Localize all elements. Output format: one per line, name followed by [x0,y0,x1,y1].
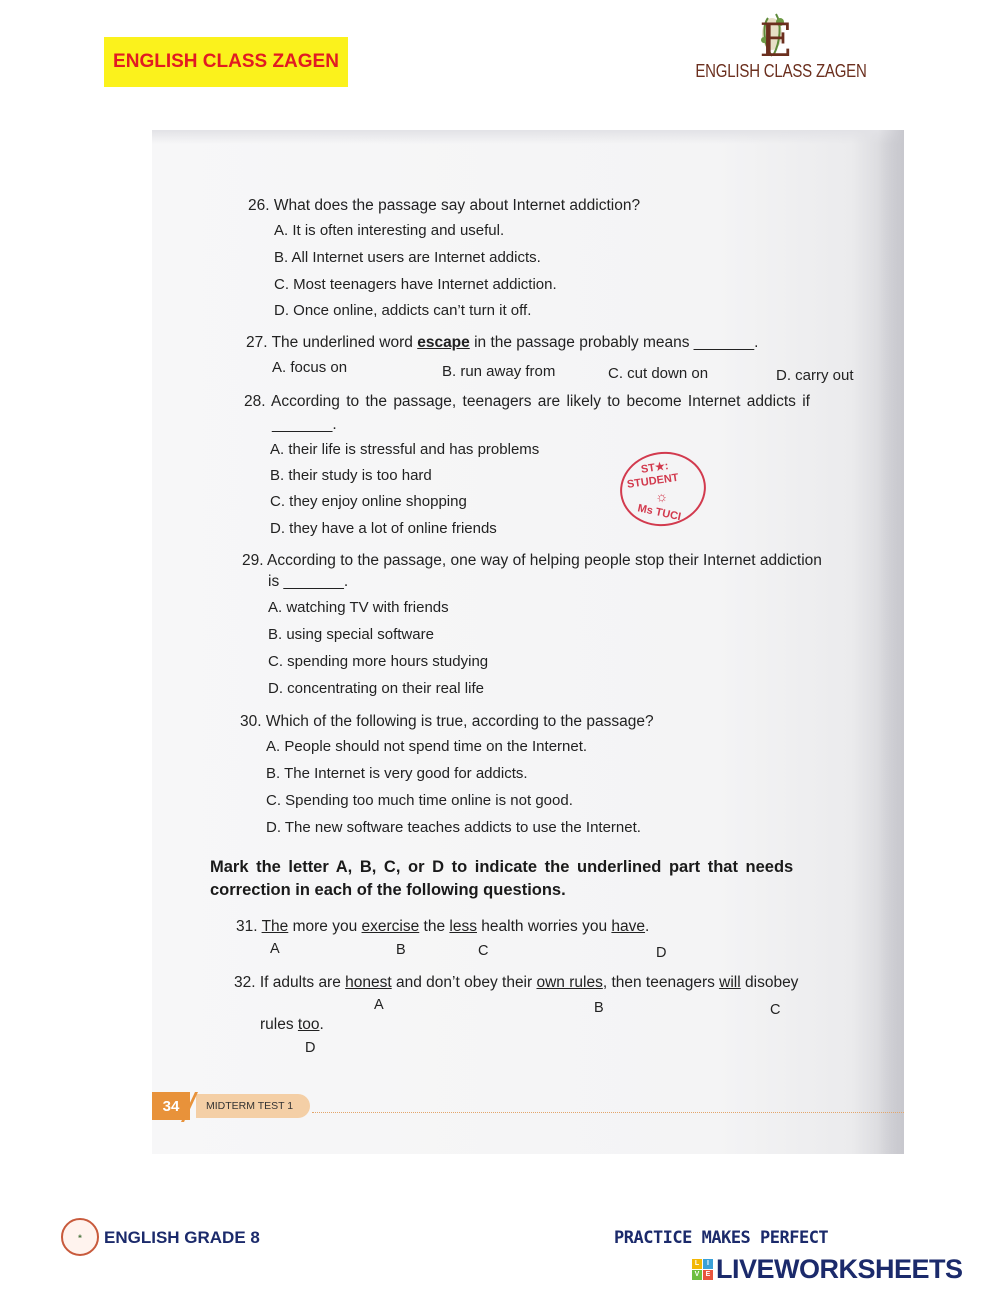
q30-option-b: B. The Internet is very good for addicts. [266,765,528,782]
q28-option-d: D. they have a lot of online friends [270,520,497,537]
q27-option-c: C. cut down on [608,365,709,382]
q32-part-d[interactable]: too [297,1016,320,1033]
worksheet-page [152,130,904,1154]
q27-text-pre: 27. The underlined word [246,334,418,351]
bulb-icon: ☼ [653,487,669,506]
q27-option-a: A. focus on [272,359,348,376]
q32-label-d: D [305,1040,316,1056]
header-badge: ENGLISH CLASS ZAGEN [104,37,348,87]
q31-part-a[interactable]: The [261,918,289,935]
lw-icon-v: V [692,1270,702,1280]
question-29-blank: is _______. [268,573,349,590]
question-28-blank: _______. [272,416,337,433]
question-30: 30. Which of the following is true, according to the passage? [240,713,654,730]
lw-icon-i: I [703,1259,713,1269]
school-logo-icon: ❀ [61,1218,99,1256]
instruction-line-2: correction in each of the following questions. [210,881,566,899]
logo-text: ENGLISH CLASS ZAGEN [695,60,867,83]
q32-part-a[interactable]: honest [345,974,392,991]
instruction-line-1: Mark the letter A, B, C, or D to indicate the underlined part that needs [210,858,794,876]
q32-label-a: A [374,997,384,1013]
q27-option-b: B. run away from [442,363,556,380]
q31-part-c[interactable]: less [449,918,477,935]
footer-slogan: PRACTICE MAKES PERFECT [614,1228,829,1248]
q28-option-a: A. their life is stressful and has problems [270,441,540,458]
page-number: 34 [152,1092,190,1120]
q32-part-b[interactable]: own rules [536,974,603,991]
question-32: 32. If adults are honest and don’t obey their own rules, then teenagers will disobey [234,974,799,991]
q31-label-c: C [478,943,489,959]
q29-option-a: A. watching TV with friends [268,599,449,616]
lw-icon-l: L [692,1259,702,1269]
question-28: 28. According to the passage, teenagers are likely to become Internet addicts if [244,393,810,410]
q30-option-d: D. The new software teaches addicts to use the Internet. [266,819,641,836]
q31-part-d[interactable]: have [611,918,646,935]
liveworksheets-icon [692,1259,713,1280]
q27-underlined-word: escape [417,334,470,351]
question-29: 29. According to the passage, one way of helping people stop their Internet addiction [242,552,822,569]
student-stamp: ST★: STUDENT ☼ Ms TUCI [615,446,710,531]
q29-option-d: D. concentrating on their real life [268,680,484,697]
q27-text-post: in the passage probably means _______. [469,334,759,351]
q30-option-a: A. People should not spend time on the Internet. [266,738,588,755]
question-26: 26. What does the passage say about Internet addiction? [248,197,641,214]
q31-label-a: A [270,941,280,957]
dotted-divider [312,1112,904,1113]
q28-option-c: C. they enjoy online shopping [270,493,467,510]
svg-text:E: E [759,13,793,66]
logo-e-icon [692,6,870,66]
footer-grade: ENGLISH GRADE 8 [104,1228,260,1247]
q26-option-c: C. Most teenagers have Internet addiction. [274,276,557,293]
liveworksheets-brand[interactable] [692,1254,963,1284]
q27-option-d: D. carry out [776,367,854,384]
q32-label-b: B [594,1000,604,1016]
q26-option-d: D. Once online, addicts can’t turn it off. [274,302,532,319]
q26-option-b: B. All Internet users are Internet addicts. [274,249,541,266]
q29-option-b: B. using special software [268,626,434,643]
question-27 [246,334,758,352]
q32-part-c[interactable]: will [719,974,741,991]
question-32-line-2: rules too. [260,1016,324,1033]
q31-part-b[interactable]: exercise [361,918,420,935]
brand-logo [692,6,870,90]
page-footer [152,1092,904,1122]
question-31: 31. The more you exercise the less health worries you have. [236,918,650,935]
q32-label-c: C [770,1002,781,1018]
q31-label-b: B [396,942,406,958]
q30-option-c: C. Spending too much time online is not good. [266,792,573,809]
q28-option-b: B. their study is too hard [270,467,432,484]
q31-label-d: D [656,945,667,961]
section-tag: MIDTERM TEST 1 [196,1094,310,1118]
q26-option-a: A. It is often interesting and useful. [274,222,505,239]
liveworksheets-text: LIVEWORKSHEETS [716,1253,963,1284]
q29-option-c: C. spending more hours studying [268,653,489,670]
lw-icon-e: E [703,1270,713,1280]
